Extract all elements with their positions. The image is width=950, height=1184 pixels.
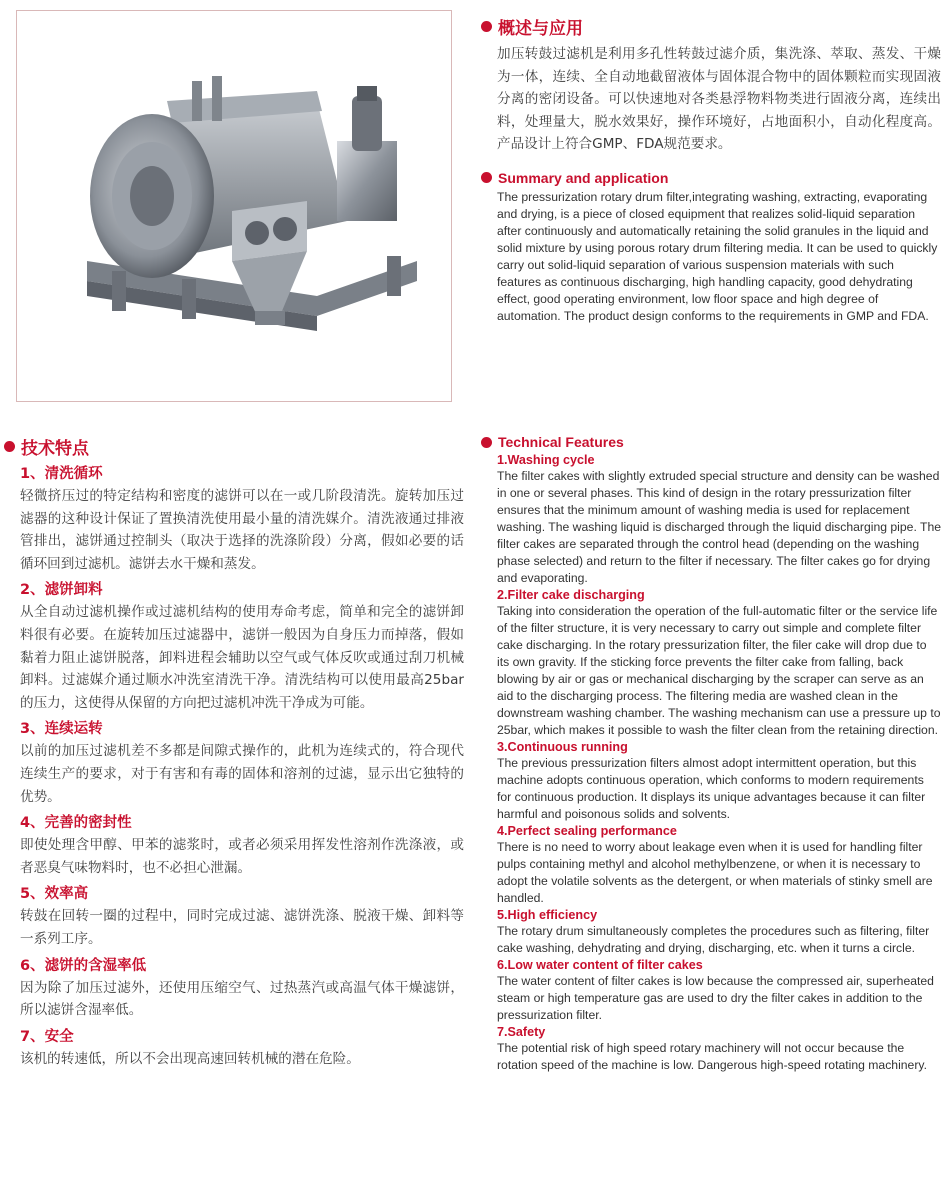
feature-cn-text: 轻微挤压过的特定结构和密度的滤饼可以在一或几阶段清洗。旋转加压过滤器的这种设计保证了置换清洗使用最小量的清洗媒介。清洗液通过排液管排出，滤饼通过控制头（取决于选择的洗涤阶段）分离，假如必要的话循环回到过滤机。滤饼去水干燥和蒸发。 [20,488,464,572]
product-photo [16,10,452,402]
overview-cn-title: 概述与应用 [498,19,583,39]
bullet-dot-icon [481,172,492,183]
rotary-drum-filter-illustration [17,11,451,401]
feature-en-item [497,907,941,957]
feature-cn-item [20,718,464,808]
feature-cn-title: 5、效率高 [20,886,89,903]
feature-en-text: The rotary drum simultaneously completes the procedures such as filtering, filter cake washing, dehydrating and drying, discharging, etc. when it turns a circle. [497,924,930,955]
feature-cn-text: 即使处理含甲醇、甲苯的滤浆时，或者必须采用挥发性溶剂作洗涤液，或者恶臭气味物料时，也不必担心泄漏。 [20,837,464,876]
overview-section [481,14,941,325]
feature-en-text: There is no need to worry about leakage even when it is used for handling filter pulps containing methyl and alcohol methylbenzene, or when it is necessary to adopt the volatile solvents as the detergent, or when materials of stinky smell are handled. [497,840,933,905]
overview-cn-heading [481,14,941,39]
feature-en-title: 1.Washing cycle [497,453,595,467]
features-en-title: Technical Features [498,434,624,450]
feature-cn-text: 从全自动过滤机操作或过滤机结构的使用寿命考虑，简单和完全的滤饼卸料很有必要。在旋转加压过滤器中，滤饼一般因为自身压力而掉落，假如黏着力阻止滤饼脱落，卸料进程会辅助以空气或气体反吹或通过刮刀机械卸料。过滤媒介通过顺水冲洗室清洗干净。清洗结构可以使用最高25bar的压力，这使得从保留的方向把过滤机冲洗干净成为可能。 [20,604,464,711]
feature-cn-item [20,812,464,879]
feature-en-text: The potential risk of high speed rotary machinery will not occur because the rotation speed of the machine is low. Dangerous high-speed rotating machinery. [497,1041,927,1072]
overview-en-text: The pressurization rotary drum filter,integrating washing, extracting, evaporating and drying, is a piece of closed equipment that realizes solid-liquid separation after continuously and automatically retaining the solid granules in the liquid and solid mixture by using porous rotary drum filtering media. It can be used to quickly carry out solid-liquid separation of various suspension materials with such features as continuous discharging, high handling capacity, good dehydrating effect, good operating environment, low floor space and high degree of automation. The product design conforms to the requirements in GMP and FDA. [497,189,938,323]
feature-en-title: 3.Continuous running [497,740,628,754]
feature-cn-text: 该机的转速低，所以不会出现高速回转机械的潜在危险。 [20,1050,360,1067]
feature-en-text: The filter cakes with slightly extruded special structure and density can be washed in one or several phases. This kind of design in the rotary pressurization filter ensures that the minimum amount of washing media is used for replacement washing. The washing liquid is discharged through the liquid discharging pipe. The filter cakes are separated through the control head (depending on the washing phase selected) and return to the filter if necessary. The filter cakes go for drying and evaporating. [497,469,941,585]
overview-cn-text: 加压转鼓过滤机是利用多孔性转鼓过滤介质，集洗涤、萃取、蒸发、干燥为一体，连续、全自动地截留液体与固体混合物中的固体颗粒而实现固液分离的密闭设备。可以快速地对各类悬浮物料物类进行固液分离，连续出料，处理量大，脱水效果好，操作环境好，占地面积小，自动化程度高。产品设计上符合GMP、FDA规范要求。 [497,46,941,153]
feature-en-title: 7.Safety [497,1025,546,1039]
feature-cn-title: 1、清洗循环 [20,466,103,482]
feature-en-item [497,739,941,823]
bullet-dot-icon [481,437,492,448]
feature-en-item [497,452,941,587]
overview-en-heading [481,170,941,186]
feature-en-item [497,1024,941,1074]
feature-en-item [497,823,941,907]
feature-en-title: 5.High efficiency [497,908,598,922]
feature-cn-text: 以前的加压过滤机差不多都是间隙式操作的，此机为连续式的，符合现代连续生产的要求，对于有害和有毒的固体和溶剂的过滤，显示出它独特的优势。 [20,743,464,805]
feature-cn-item [20,1026,464,1071]
feature-cn-title: 6、滤饼的含湿率低 [20,957,147,974]
feature-en-text: The water content of filter cakes is low because the compressed air, superheated steam or high temperature gas are used to dry the filter cakes in addition to the pressurization filter. [497,974,934,1022]
feature-cn-title: 7、安全 [20,1028,74,1045]
feature-cn-title: 3、连续运转 [20,721,103,738]
features-cn-title: 技术特点 [21,439,89,459]
feature-cn-title: 2、滤饼卸料 [20,582,103,599]
feature-cn-text: 因为除了加压过滤外，还使用压缩空气、过热蒸汽或高温气体干燥滤饼，所以滤饼含湿率低。 [20,979,464,1019]
features-en-section [481,434,941,1074]
feature-en-title: 6.Low water content of filter cakes [497,958,703,972]
feature-en-text: The previous pressurization filters almost adopt intermittent operation, but this machine adopts continuous operation, which conforms to modern requirements for continuous production. It displays its unique advantages because it can filter harmful and poisonous solids and solvents. [497,756,926,821]
features-cn-section [4,434,464,1070]
features-cn-heading [4,434,464,459]
feature-en-item [497,957,941,1024]
feature-cn-item [20,463,464,575]
bullet-dot-icon [4,441,15,452]
feature-cn-item [20,579,464,714]
features-en-heading [481,434,941,450]
feature-en-item [497,587,941,739]
feature-en-title: 2.Filter cake discharging [497,588,645,602]
bullet-dot-icon [481,21,492,32]
feature-cn-text: 转鼓在回转一圈的过程中，同时完成过滤、滤饼洗涤、脱液干燥、卸料等一系列工序。 [20,908,464,947]
feature-cn-item [20,883,464,950]
feature-en-title: 4.Perfect sealing performance [497,824,677,838]
feature-en-text: Taking into consideration the operation of the full-automatic filter or the service life of the filter structure, it is very necessary to carry out simple and complete filter cake discharging. In the rotary pressurization filter, the filer cake will drop due to its own gravity. If the sticking force prevents the filter cake from falling, back blowing by air or gas or mechanical discharging by the scraper can serve as an aid to the discharging process. The filtering media are washed clean in the downstream washing chamber. The washing mechanism can use a pressure up to 25bar, which makes it possible to wash the filter clean from the retaining direction. [497,604,941,737]
overview-en-title: Summary and application [498,169,669,186]
feature-cn-title: 4、完善的密封性 [20,815,132,832]
feature-cn-item [20,955,464,1022]
